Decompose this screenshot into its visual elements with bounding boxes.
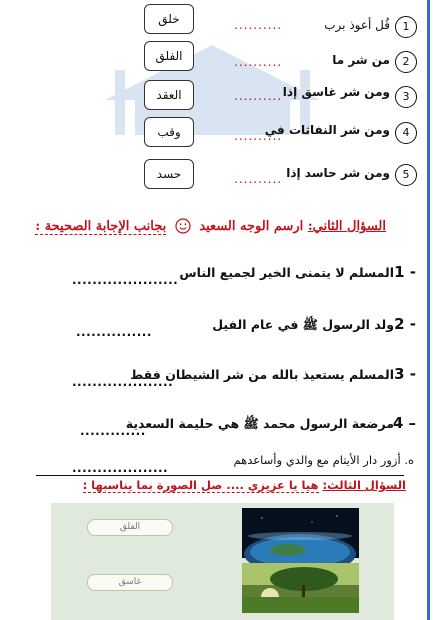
verse-row	[0, 157, 436, 197]
word-choice-box[interactable]: حسد	[144, 159, 194, 189]
answer-blank[interactable]: .............	[80, 424, 146, 438]
question-two-heading	[35, 218, 386, 234]
word-choice-box[interactable]: العقد	[144, 80, 194, 110]
verse-text: ومن شر غاسق إذا	[282, 85, 390, 99]
answer-blank[interactable]: ....................	[72, 375, 174, 389]
earth-night-icon[interactable]	[242, 508, 359, 558]
statement-number: 4 –	[392, 414, 416, 432]
row-number: 4	[395, 122, 417, 144]
statement-text: ولد الرسول ﷺ في عام الفيل	[212, 317, 394, 332]
verse-row	[0, 41, 436, 81]
statement-number: 1 -	[394, 263, 416, 281]
verse-row	[0, 117, 436, 157]
statement-text: المسلم يستعيذ بالله من شر الشيطان فقط	[130, 367, 394, 382]
verse-text: ومن شر النفاثات في	[264, 123, 390, 137]
word-choice-box[interactable]: خلق	[144, 4, 194, 34]
question-instruction: هيا يا عزيزي .... صل الصورة بما يناسبها :	[82, 478, 319, 492]
word-choice-box[interactable]: وقب	[144, 117, 194, 147]
statement-number: 3 -	[394, 365, 416, 383]
statement-row	[0, 365, 436, 395]
section-divider	[36, 475, 404, 476]
answer-blank[interactable]: ..........	[234, 89, 283, 103]
statement-text: مرضعة الرسول محمد ﷺ هي حليمة السعدية	[125, 416, 394, 431]
matching-panel	[51, 503, 394, 620]
statement-text: المسلم لا يتمنى الخير لجميع الناس	[179, 265, 394, 280]
sunrise-tree-icon[interactable]	[242, 563, 359, 613]
extra-statement: ه. أزور دار الأيتام مع والدي وأساعدهم	[233, 453, 414, 467]
statement-row	[0, 315, 436, 345]
question-instruction-tail: بجانب الإجابة الصحيحة :	[35, 219, 167, 234]
question-three-heading	[83, 478, 406, 492]
row-number: 5	[395, 164, 417, 186]
answer-blank[interactable]: ..........	[234, 18, 283, 32]
answer-blank[interactable]: ..........	[234, 129, 283, 143]
answer-blank[interactable]: ...............	[76, 325, 152, 339]
smiley-face-icon	[175, 218, 191, 234]
verse-row	[0, 79, 436, 119]
answer-blank[interactable]: ...................	[72, 461, 169, 475]
verse-row	[0, 4, 436, 44]
answer-blank[interactable]: .....................	[72, 273, 179, 287]
match-label-box[interactable]: غاسق	[87, 574, 173, 591]
word-choice-box[interactable]: الفلق	[144, 41, 194, 71]
row-number: 2	[395, 51, 417, 73]
row-number: 1	[395, 16, 417, 38]
statement-row	[0, 414, 436, 444]
question-label: السؤال الثاني:	[307, 219, 386, 234]
verse-text: قُل أعوذ برب	[324, 18, 390, 32]
verse-text: ومن شر حاسد إذا	[286, 166, 390, 180]
answer-blank[interactable]: ..........	[234, 172, 283, 186]
answer-blank[interactable]: ..........	[234, 55, 283, 69]
statement-number: 2 -	[394, 315, 416, 333]
question-instruction: ارسم الوجه السعيد	[199, 219, 304, 234]
match-label-box[interactable]: الفلق	[87, 519, 173, 536]
question-label: السؤال الثالث:	[322, 478, 406, 492]
statement-row	[0, 263, 436, 293]
row-number: 3	[395, 86, 417, 108]
verse-text: من شر ما	[332, 53, 390, 67]
